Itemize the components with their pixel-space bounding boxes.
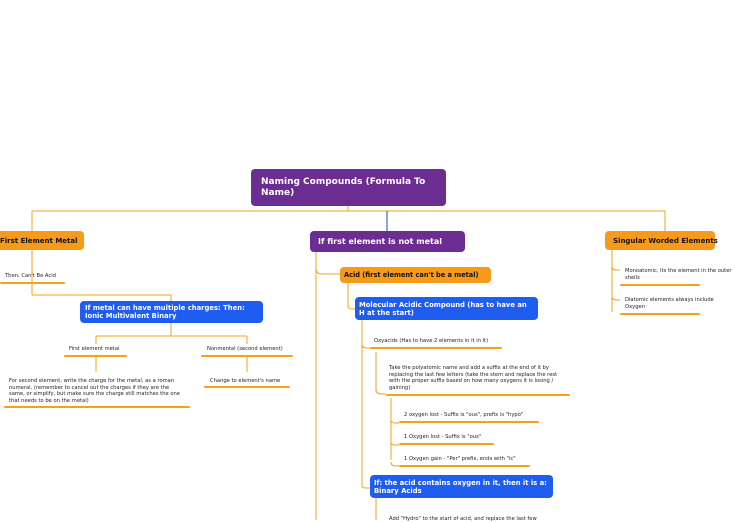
underline (399, 465, 530, 467)
monoatomic-text: Monoatomic, its the element in the outer shells (625, 268, 732, 281)
underline (201, 355, 293, 357)
hydro-note: Add "Hydro" to the start of acid, and replace the last few (389, 516, 537, 522)
underline (0, 282, 65, 284)
two-oxygen-lost-text: 2 oxygen lost - Suffix is "ous", prefix is "hypo" (404, 412, 524, 418)
underline (204, 386, 290, 388)
diatomic-text: Diatomic elements always include Oxygen (625, 297, 714, 310)
polyatomic-note: Take the polyatomic name and add a suffix at the end of it by replacing the last few letters (take the stem and replace the rest with the proper suffix based on how many oxygens it is losing / gaining) (389, 365, 558, 391)
acid-node[interactable] (340, 267, 491, 283)
underline (4, 406, 190, 408)
acid-label: Acid (first element can't be a metal) (344, 271, 479, 279)
root-label: Naming Compounds (Formula To Name) (261, 176, 426, 198)
underline (386, 394, 570, 396)
underline (370, 347, 502, 349)
nonmetal-second-text: Nonmental (second element) (207, 346, 283, 352)
root-node[interactable] (251, 169, 446, 206)
multivalent-node[interactable] (80, 301, 263, 323)
underline (64, 355, 127, 357)
one-oxygen-lost-text: 1 Oxygen lost - Suffix is "ous" (404, 434, 482, 440)
singular-worded-node[interactable] (605, 231, 718, 250)
underline (399, 443, 494, 445)
underline (620, 284, 700, 286)
first-element-metal-label: First Element Metal (0, 236, 78, 245)
change-to-name-text: Change to element's name (210, 378, 281, 384)
then-cant-be-acid-text: Then: Can't Be Acid (5, 273, 56, 279)
first-element-metal-node[interactable] (0, 231, 84, 250)
first-element-not-metal-label: If first element is not metal (318, 237, 442, 246)
molecular-acidic-label: Molecular Acidic Compound (has to have an H at the start) (359, 300, 527, 317)
one-oxygen-gain-text: 1 Oxygen gain - "Per" prefix, ends with "ic" (404, 456, 516, 462)
roman-numeral-note: For second element, write the charge for the metal, as a roman numeral, (remember to cancel out the charges if they are the same, or simplify, but make sure the charge still matches the one that needs to be on the metal) (9, 378, 180, 404)
underline (620, 313, 700, 315)
multivalent-label: If metal can have multiple charges: Then: Ionic Multivalent Binary (85, 304, 245, 320)
molecular-acidic-node[interactable] (355, 297, 538, 320)
oxyacids-text: Oxyacids (Has to have 2 elements in it in it) (374, 338, 489, 344)
first-element-not-metal-node[interactable] (310, 231, 465, 252)
singular-worded-label: Singular Worded Elements (613, 236, 718, 245)
binary-acids-node[interactable] (370, 475, 553, 498)
first-element-metal-text: First element metal (69, 346, 120, 352)
binary-acids-label: If: the acid contains oxygen in it, then it is a: Binary Acids (374, 478, 547, 495)
underline (399, 421, 539, 423)
